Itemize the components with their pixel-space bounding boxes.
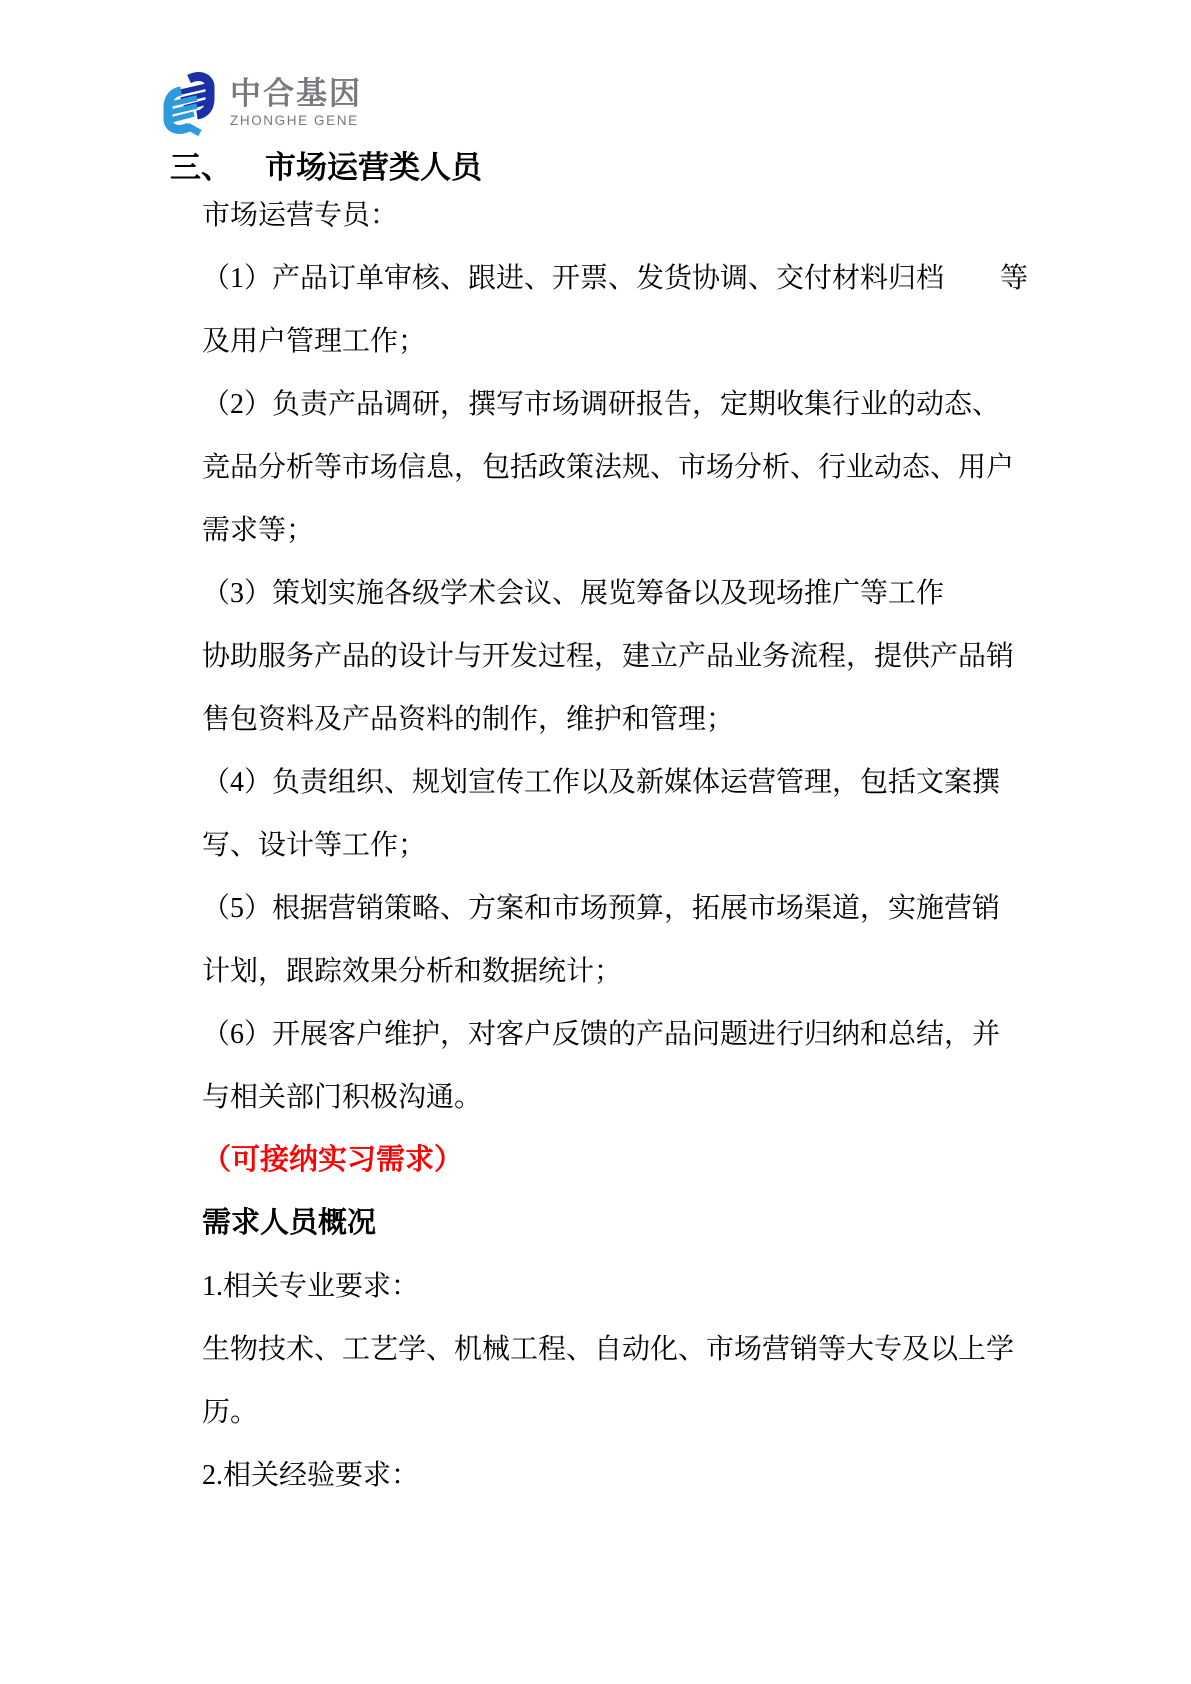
text-line: （4）负责组织、规划宣传工作以及新媒体运营管理，包括文案撰 <box>202 767 1001 798</box>
section-title: 市场运营类人员 <box>265 150 482 185</box>
text-line: 1.相关专业要求： <box>202 1271 420 1302</box>
text-line: 历。 <box>202 1397 259 1428</box>
text-line: 生物技术、工艺学、机械工程、自动化、市场营销等大专及以上学 <box>202 1334 1015 1365</box>
paragraph <box>202 1129 1032 1192</box>
text-line: （可接纳实习需求） <box>202 1144 464 1176</box>
paragraph <box>202 1444 1032 1507</box>
text-line: 市场运营专员： <box>202 200 399 231</box>
text-line: （5）根据营销策略、方案和市场预算，拓展市场渠道，实施营销 <box>202 893 1001 924</box>
paragraph <box>202 562 1032 751</box>
text-line: 需求人员概况 <box>202 1207 377 1239</box>
text-line: 写、设计等工作； <box>202 830 427 861</box>
paragraph <box>202 877 1032 1003</box>
logo-wordmark <box>230 75 362 129</box>
text-line: 及用户管理工作； <box>202 326 427 357</box>
paragraph <box>202 751 1032 877</box>
text-line: 2.相关经验要求： <box>202 1460 420 1491</box>
paragraph <box>202 1192 1032 1255</box>
text-line: （6）开展客户维护，对客户反馈的产品问题进行归纳和总结，并 <box>202 1019 1001 1050</box>
text-line: 协助服务产品的设计与开发过程，建立产品业务流程，提供产品销 <box>202 641 1015 672</box>
text-line: 售包资料及产品资料的制作，维护和管理； <box>202 704 735 735</box>
text-line: （1）产品订单审核、跟进、开票、发货协调、交付材料归档 等 <box>202 263 1029 294</box>
text-line: 需求等； <box>202 515 315 546</box>
section-number: 三、 <box>170 150 232 185</box>
company-name-en: ZHONGHE GENE <box>230 113 359 129</box>
paragraph <box>202 184 1032 247</box>
text-line: 计划，跟踪效果分析和数据统计； <box>202 956 623 987</box>
text-line: 竞品分析等市场信息，包括政策法规、市场分析、行业动态、用户 <box>202 452 1015 483</box>
paragraph <box>202 247 1032 373</box>
document-body <box>202 184 1032 1507</box>
company-name-cn: 中合基因 <box>230 75 362 111</box>
paragraph <box>202 1255 1032 1318</box>
paragraph <box>202 1003 1032 1129</box>
text-line: （3）策划实施各级学术会议、展览筹备以及现场推广等工作 <box>202 578 945 609</box>
text-line: 与相关部门积极沟通。 <box>202 1082 483 1113</box>
company-logo <box>160 70 362 136</box>
paragraph <box>202 373 1032 562</box>
paragraph <box>202 1318 1032 1444</box>
text-line: （2）负责产品调研，撰写市场调研报告，定期收集行业的动态、 <box>202 389 1001 420</box>
dna-helix-icon <box>160 70 218 136</box>
